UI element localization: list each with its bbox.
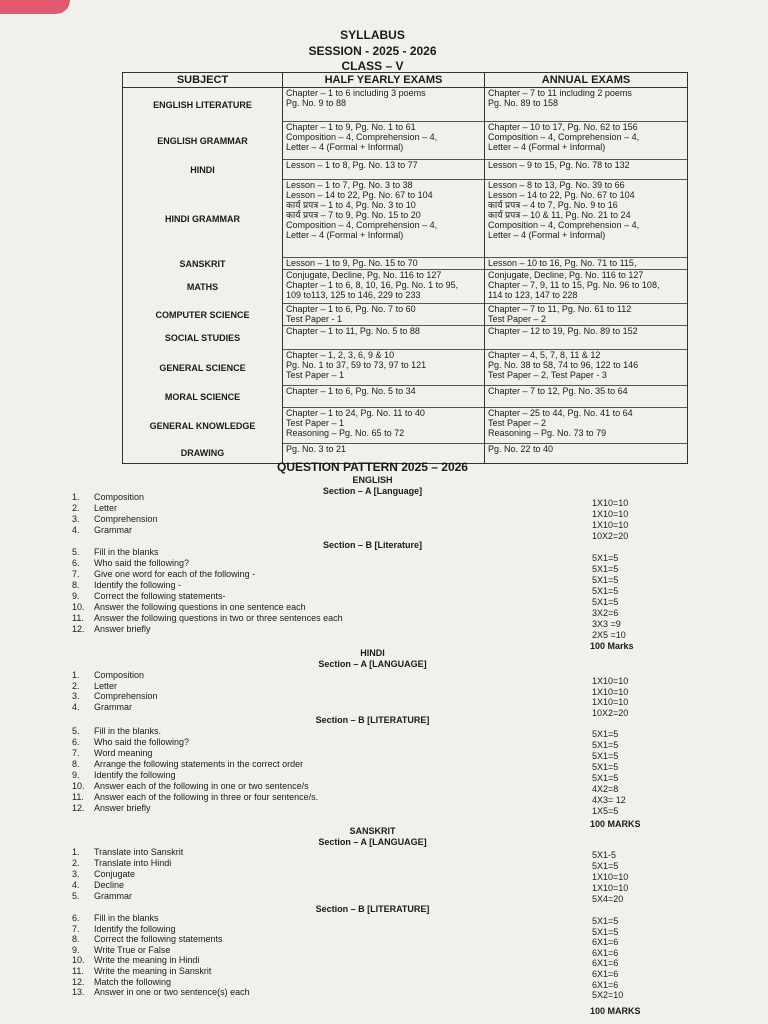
annual-cell (485, 270, 688, 304)
syllabus-line: Pg. No. 38 to 58, 74 to 96, 122 to 146 (488, 360, 639, 370)
sanskrit-title: SANSKRIT (349, 826, 396, 836)
syllabus-line: Letter – 4 (Formal + Informal) (286, 230, 404, 240)
english-section-b: Section – B [Literature] (322, 540, 423, 550)
annual-cell (485, 258, 688, 270)
marks: 5X1=5 (592, 751, 619, 761)
syllabus-line: Conjugate, Decline, Pg. No. 116 to 127 (286, 270, 442, 280)
table-row (123, 258, 688, 270)
table-row (123, 304, 688, 326)
half-yearly-cell (283, 350, 485, 386)
syllabus-line: Lesson – 14 to 22, Pg. No. 67 to 104 (286, 190, 433, 200)
half-yearly-cell (283, 122, 485, 160)
class-title: CLASS – V (341, 59, 404, 73)
marks: 10X2=20 (592, 707, 629, 718)
marks: 5X1=5 (592, 916, 619, 926)
marks: 6X1=6 (592, 937, 619, 948)
question-number: 10. (72, 781, 85, 791)
question-item (72, 670, 144, 681)
syllabus-line: 114 to 123, 147 to 228 (488, 290, 578, 300)
question-number: 2. (72, 680, 80, 691)
syllabus-line: Chapter – 7 to 11 including 2 poems (488, 88, 632, 98)
question-number: 6. (72, 558, 80, 568)
question-number: 3. (72, 691, 80, 701)
marks: 5X1-5 (592, 850, 617, 860)
annual-cell (485, 444, 688, 464)
syllabus-title: SYLLABUS (340, 28, 405, 42)
marks: 2X5 =10 (592, 630, 626, 640)
annual-cell (485, 180, 688, 258)
sanskrit-section-a: Section – A [LANGUAGE] (318, 837, 427, 847)
syllabus-line: Conjugate, Decline, Pg. No. 116 to 127 (488, 270, 644, 280)
syllabus-line: Test Paper – 2, Test Paper - 3 (488, 370, 607, 380)
question-number: 1. (72, 670, 80, 680)
marks: 3X2=6 (592, 608, 619, 618)
syllabus-line: Lesson – 1 to 9, Pg. No. 15 to 70 (286, 258, 418, 268)
question-item (72, 514, 158, 525)
question-text: Composition (94, 492, 145, 502)
question-item (72, 726, 161, 737)
half-yearly-cell (283, 326, 485, 350)
question-item (72, 558, 189, 569)
question-item (72, 977, 171, 988)
table-row (123, 160, 688, 180)
syllabus-line: Composition – 4, Comprehension – 4, (286, 132, 438, 142)
syllabus-line: Chapter – 1 to 6 including 3 poems (286, 88, 426, 98)
question-number: 1. (72, 492, 80, 502)
marks: 5X1=5 (592, 586, 619, 596)
marks: 5X2=10 (592, 990, 624, 1001)
half-yearly-cell (283, 270, 485, 304)
half-yearly-cell (283, 160, 485, 180)
marks: 6X1=6 (592, 979, 619, 990)
annual-cell (485, 88, 688, 122)
sanskrit-section-b: Section – B [LITERATURE] (315, 904, 430, 914)
syllabus-line: Chapter – 1 to 6, Pg. No. 7 to 60 (286, 304, 416, 314)
syllabus-line: Composition – 4, Comprehension – 4, (286, 220, 438, 230)
question-text: Word meaning (94, 748, 153, 758)
half-yearly-cell (283, 386, 485, 408)
marks: 1X10=10 (592, 509, 629, 519)
syllabus-line: Chapter – 1, 2, 3, 6, 9 & 10 (286, 350, 395, 360)
question-item (72, 945, 170, 956)
syllabus-line: Chapter – 10 to 17, Pg. No. 62 to 156 (488, 122, 638, 132)
subject-cell: GENERAL SCIENCE (123, 350, 283, 386)
question-number: 12. (72, 803, 85, 813)
subject-cell: ENGLISH LITERATURE (123, 88, 283, 122)
syllabus-line: कार्य प्रपत्र – 4 to 7, Pg. No. 9 to 16 (488, 200, 618, 210)
table-row (123, 350, 688, 386)
question-text: Grammar (94, 525, 132, 535)
question-item (72, 702, 132, 713)
subject-cell: SOCIAL STUDIES (123, 326, 283, 350)
question-number: 8. (72, 934, 80, 945)
question-item (72, 569, 255, 580)
question-text: Translate into Hindi (94, 858, 172, 868)
question-text: Match the following (94, 976, 172, 987)
question-text: Correct the following statements (94, 934, 223, 945)
question-number: 4. (72, 701, 80, 712)
marks: 1X10=10 (592, 498, 629, 508)
marks: 5X4=20 (592, 894, 624, 904)
question-number: 3. (72, 514, 80, 524)
question-item (72, 924, 176, 935)
question-number: 3. (72, 869, 80, 879)
syllabus-line: Test Paper – 2 (488, 314, 547, 324)
syllabus-line: Test Paper – 1 (286, 370, 345, 380)
marks: 1X10=10 (592, 676, 629, 686)
question-number: 7. (72, 569, 80, 579)
marks: 1X10=10 (592, 686, 629, 697)
question-item (72, 955, 199, 966)
syllabus-line: Letter – 4 (Formal + Informal) (286, 142, 404, 152)
question-number: 7. (72, 923, 80, 934)
question-item (72, 525, 132, 536)
question-number: 2. (72, 503, 80, 513)
annual-cell (485, 304, 688, 326)
question-item (72, 869, 135, 880)
question-text: Grammar (94, 891, 132, 901)
question-text: Translate into Sanskrit (94, 847, 184, 857)
question-number: 13. (72, 987, 85, 998)
question-text: Answer briefly (94, 803, 151, 813)
question-text: Answer each of the following in three or four sentence/s. (94, 792, 319, 802)
question-item (72, 492, 144, 503)
question-item (72, 591, 226, 602)
syllabus-line: Chapter – 25 to 44, Pg. No. 41 to 64 (488, 408, 633, 418)
marks: 5X1=5 (592, 564, 619, 574)
syllabus-line: Pg. No. 89 to 158 (488, 98, 559, 108)
question-number: 7. (72, 748, 80, 758)
question-text: Who said the following? (94, 737, 190, 747)
syllabus-line: Lesson – 8 to 13, Pg. No. 39 to 66 (488, 180, 625, 190)
syllabus-line: Composition – 4, Comprehension – 4, (488, 132, 640, 142)
half-yearly-cell (283, 258, 485, 270)
english-section-a: Section – A [Language] (322, 486, 423, 496)
marks: 5X1=5 (592, 553, 619, 563)
table-row (123, 122, 688, 160)
marks: 4X2=8 (592, 784, 619, 794)
session-title: SESSION - 2025 - 2026 (308, 44, 437, 58)
question-item (72, 847, 183, 858)
question-number: 12. (72, 624, 85, 634)
question-text: Answer briefly (94, 624, 151, 634)
marks: 1X10=10 (592, 697, 629, 707)
marks: 10X2=20 (592, 531, 629, 541)
question-text: Write the meaning in Sanskrit (94, 966, 212, 976)
syllabus-line: Chapter – 1 to 9, Pg. No. 1 to 61 (286, 122, 416, 132)
question-text: Answer the following questions in one sentence each (94, 602, 306, 612)
annual-cell (485, 408, 688, 444)
marks: 1X10=10 (592, 872, 629, 882)
col-annual: ANNUAL EXAMS (485, 73, 688, 88)
annual-cell (485, 326, 688, 350)
total-marks: 100 Marks (590, 641, 634, 651)
syllabus-line: Chapter – 7 to 12, Pg. No. 35 to 64 (488, 386, 628, 396)
syllabus-line: Reasoning – Pg. No. 65 to 72 (286, 428, 405, 438)
table-row (123, 180, 688, 258)
syllabus-line: Chapter – 7, 9, 11 to 15, Pg. No. 96 to 108, (488, 280, 660, 290)
table-row (123, 386, 688, 408)
syllabus-line: कार्य प्रपत्र – 1 to 4, Pg. No. 3 to 10 (286, 200, 416, 210)
question-item (72, 759, 303, 770)
question-number: 10. (72, 955, 85, 966)
syllabus-line: Lesson – 10 to 16, Pg. No. 71 to 115, (488, 258, 637, 268)
syllabus-table (122, 72, 688, 464)
syllabus-line: Pg. No. 1 to 37, 59 to 73, 97 to 121 (286, 360, 427, 370)
marks: 5X1=5 (592, 773, 619, 783)
question-number: 8. (72, 580, 80, 590)
marks: 6X1=6 (592, 947, 619, 958)
question-number: 1. (72, 847, 80, 857)
question-text: Write True or False (94, 944, 171, 955)
syllabus-line: Pg. No. 3 to 21 (286, 444, 347, 454)
question-number: 12. (72, 976, 85, 987)
col-half-yearly: HALF YEARLY EXAMS (283, 73, 485, 88)
question-number: 5. (72, 891, 80, 901)
syllabus-line: Lesson – 1 to 8, Pg. No. 13 to 77 (286, 160, 418, 170)
half-yearly-cell (283, 304, 485, 326)
col-subject: SUBJECT (123, 73, 283, 88)
question-text: Letter (94, 680, 118, 691)
half-yearly-cell (283, 88, 485, 122)
question-pattern-title: QUESTION PATTERN 2025 – 2026 (277, 460, 468, 474)
question-number: 11. (72, 613, 84, 623)
question-item (72, 681, 117, 692)
marks: 5X1=5 (592, 740, 619, 750)
question-item (72, 792, 318, 803)
syllabus-line: कार्य प्रपत्र – 7 to 9, Pg. No. 15 to 20 (286, 210, 421, 220)
question-item (72, 770, 176, 781)
total-marks: 100 MARKS (590, 819, 641, 829)
marks: 5X1=5 (592, 762, 619, 772)
subject-cell: COMPUTER SCIENCE (123, 304, 283, 326)
table-row (123, 408, 688, 444)
question-item (72, 987, 250, 998)
marks: 4X3= 12 (592, 795, 626, 805)
syllabus-line: Chapter – 1 to 11, Pg. No. 5 to 88 (286, 326, 420, 336)
question-item (72, 580, 181, 591)
subject-cell: MORAL SCIENCE (123, 386, 283, 408)
syllabus-line: Test Paper – 2 (488, 418, 547, 428)
marks: 5X1=5 (592, 575, 619, 585)
question-number: 9. (72, 591, 80, 601)
question-number: 4. (72, 880, 80, 890)
subject-cell: DRAWING (123, 444, 283, 464)
syllabus-line: Letter – 4 (Formal + Informal) (488, 230, 606, 240)
question-text: Fill in the blanks. (94, 726, 162, 736)
question-text: Give one word for each of the following - (94, 569, 256, 579)
half-yearly-cell (283, 180, 485, 258)
syllabus-line: Reasoning – Pg. No. 73 to 79 (488, 428, 607, 438)
question-item (72, 803, 151, 814)
question-item (72, 934, 223, 945)
english-title: ENGLISH (352, 475, 393, 485)
subject-cell: MATHS (123, 270, 283, 304)
question-item (72, 966, 211, 977)
syllabus-line: Lesson – 1 to 7, Pg. No. 3 to 38 (286, 180, 413, 190)
subject-cell: SANSKRIT (123, 258, 283, 270)
question-number: 2. (72, 858, 80, 868)
syllabus-line: Test Paper – 1 (286, 418, 345, 428)
syllabus-line: Composition – 4, Comprehension – 4, (488, 220, 640, 230)
question-item (72, 737, 189, 748)
question-item (72, 891, 132, 902)
question-number: 6. (72, 913, 80, 923)
question-text: Comprehension (94, 691, 158, 701)
marks: 1X5=5 (592, 806, 619, 816)
half-yearly-cell (283, 408, 485, 444)
question-text: Write the meaning in Hindi (94, 955, 200, 966)
question-number: 11. (72, 966, 84, 976)
question-item (72, 913, 159, 924)
question-number: 5. (72, 547, 80, 557)
marks: 3X3 =9 (592, 619, 621, 629)
question-number: 5. (72, 726, 80, 736)
question-item (72, 748, 152, 759)
syllabus-line: Pg. No. 9 to 88 (286, 98, 347, 108)
syllabus-line: Chapter – 12 to 19, Pg. No. 89 to 152 (488, 326, 638, 336)
subject-cell: HINDI (123, 160, 283, 180)
syllabus-line: Chapter – 7 to 11, Pg. No. 61 to 112 (488, 304, 632, 314)
annual-cell (485, 122, 688, 160)
question-text: Composition (94, 670, 145, 680)
question-text: Answer the following questions in two or three sentences each (94, 613, 343, 623)
total-marks: 100 MARKS (590, 1006, 641, 1016)
syllabus-line: Pg. No. 22 to 40 (488, 444, 554, 454)
question-item (72, 547, 159, 558)
annual-cell (485, 160, 688, 180)
annual-cell (485, 350, 688, 386)
question-item (72, 880, 124, 891)
marks: 1X10=10 (592, 883, 629, 893)
question-number: 6. (72, 737, 80, 747)
table-row (123, 326, 688, 350)
question-text: Answer in one or two sentence(s) each (94, 987, 250, 998)
question-text: Grammar (94, 701, 132, 712)
syllabus-line: Letter – 4 (Formal + Informal) (488, 142, 606, 152)
syllabus-line: कार्य प्रपत्र – 10 & 11, Pg. No. 21 to 24 (488, 210, 631, 220)
table-header-row (123, 73, 688, 88)
question-text: Conjugate (94, 869, 136, 879)
question-item (72, 503, 117, 514)
question-number: 9. (72, 944, 80, 955)
marks: 5X1=5 (592, 861, 619, 871)
question-text: Identify the following (94, 923, 176, 934)
question-text: Correct the following statements- (94, 591, 226, 601)
question-item (72, 691, 158, 702)
syllabus-line: Chapter – 4, 5, 7, 8, 11 & 12 (488, 350, 601, 360)
question-item (72, 613, 343, 624)
question-item (72, 624, 151, 635)
marks: 5X1=5 (592, 926, 619, 937)
marks: 5X1=5 (592, 729, 619, 739)
hindi-title: HINDI (360, 648, 385, 658)
marks: 1X10=10 (592, 520, 629, 530)
question-number: 11. (72, 792, 84, 802)
question-text: Answer each of the following in one or two sentence/s (94, 781, 309, 791)
subject-cell: HINDI GRAMMAR (123, 180, 283, 258)
question-number: 9. (72, 770, 80, 780)
syllabus-line: Chapter – 1 to 6, Pg. No. 5 to 34 (286, 386, 416, 396)
question-text: Fill in the blanks (94, 547, 159, 557)
question-text: Who said the following? (94, 558, 190, 568)
subject-cell: ENGLISH GRAMMAR (123, 122, 283, 160)
question-text: Fill in the blanks (94, 913, 159, 923)
question-item (72, 602, 306, 613)
syllabus-line: Chapter – 1 to 24, Pg. No. 11 to 40 (286, 408, 425, 418)
question-number: 10. (72, 602, 85, 612)
question-text: Decline (94, 880, 125, 890)
question-text: Letter (94, 503, 118, 513)
annual-cell (485, 386, 688, 408)
syllabus-line: Test Paper - 1 (286, 314, 343, 324)
question-text: Identify the following - (94, 580, 182, 590)
subject-cell: GENERAL KNOWLEDGE (123, 408, 283, 444)
question-item (72, 858, 171, 869)
question-text: Arrange the following statements in the correct order (94, 759, 304, 769)
marks: 6X1=6 (592, 958, 619, 969)
table-row (123, 88, 688, 122)
question-number: 4. (72, 525, 80, 535)
question-text: Identify the following (94, 770, 176, 780)
syllabus-line: 109 to113, 125 to 146, 229 to 233 (286, 290, 421, 300)
syllabus-line: Chapter – 1 to 6, 8, 10, 16, Pg. No. 1 to 95, (286, 280, 459, 290)
syllabus-line: Lesson – 14 to 22, Pg. No. 67 to 104 (488, 190, 635, 200)
question-text: Comprehension (94, 514, 158, 524)
table-row (123, 270, 688, 304)
question-number: 8. (72, 759, 80, 769)
hindi-section-b: Section – B [LITERATURE] (315, 715, 430, 725)
question-item (72, 781, 309, 792)
hindi-section-a: Section – A [LANGUAGE] (318, 659, 427, 669)
marks: 5X1=5 (592, 597, 619, 607)
marks: 6X1=6 (592, 969, 619, 979)
syllabus-line: Lesson – 9 to 15, Pg. No. 78 to 132 (488, 160, 630, 170)
